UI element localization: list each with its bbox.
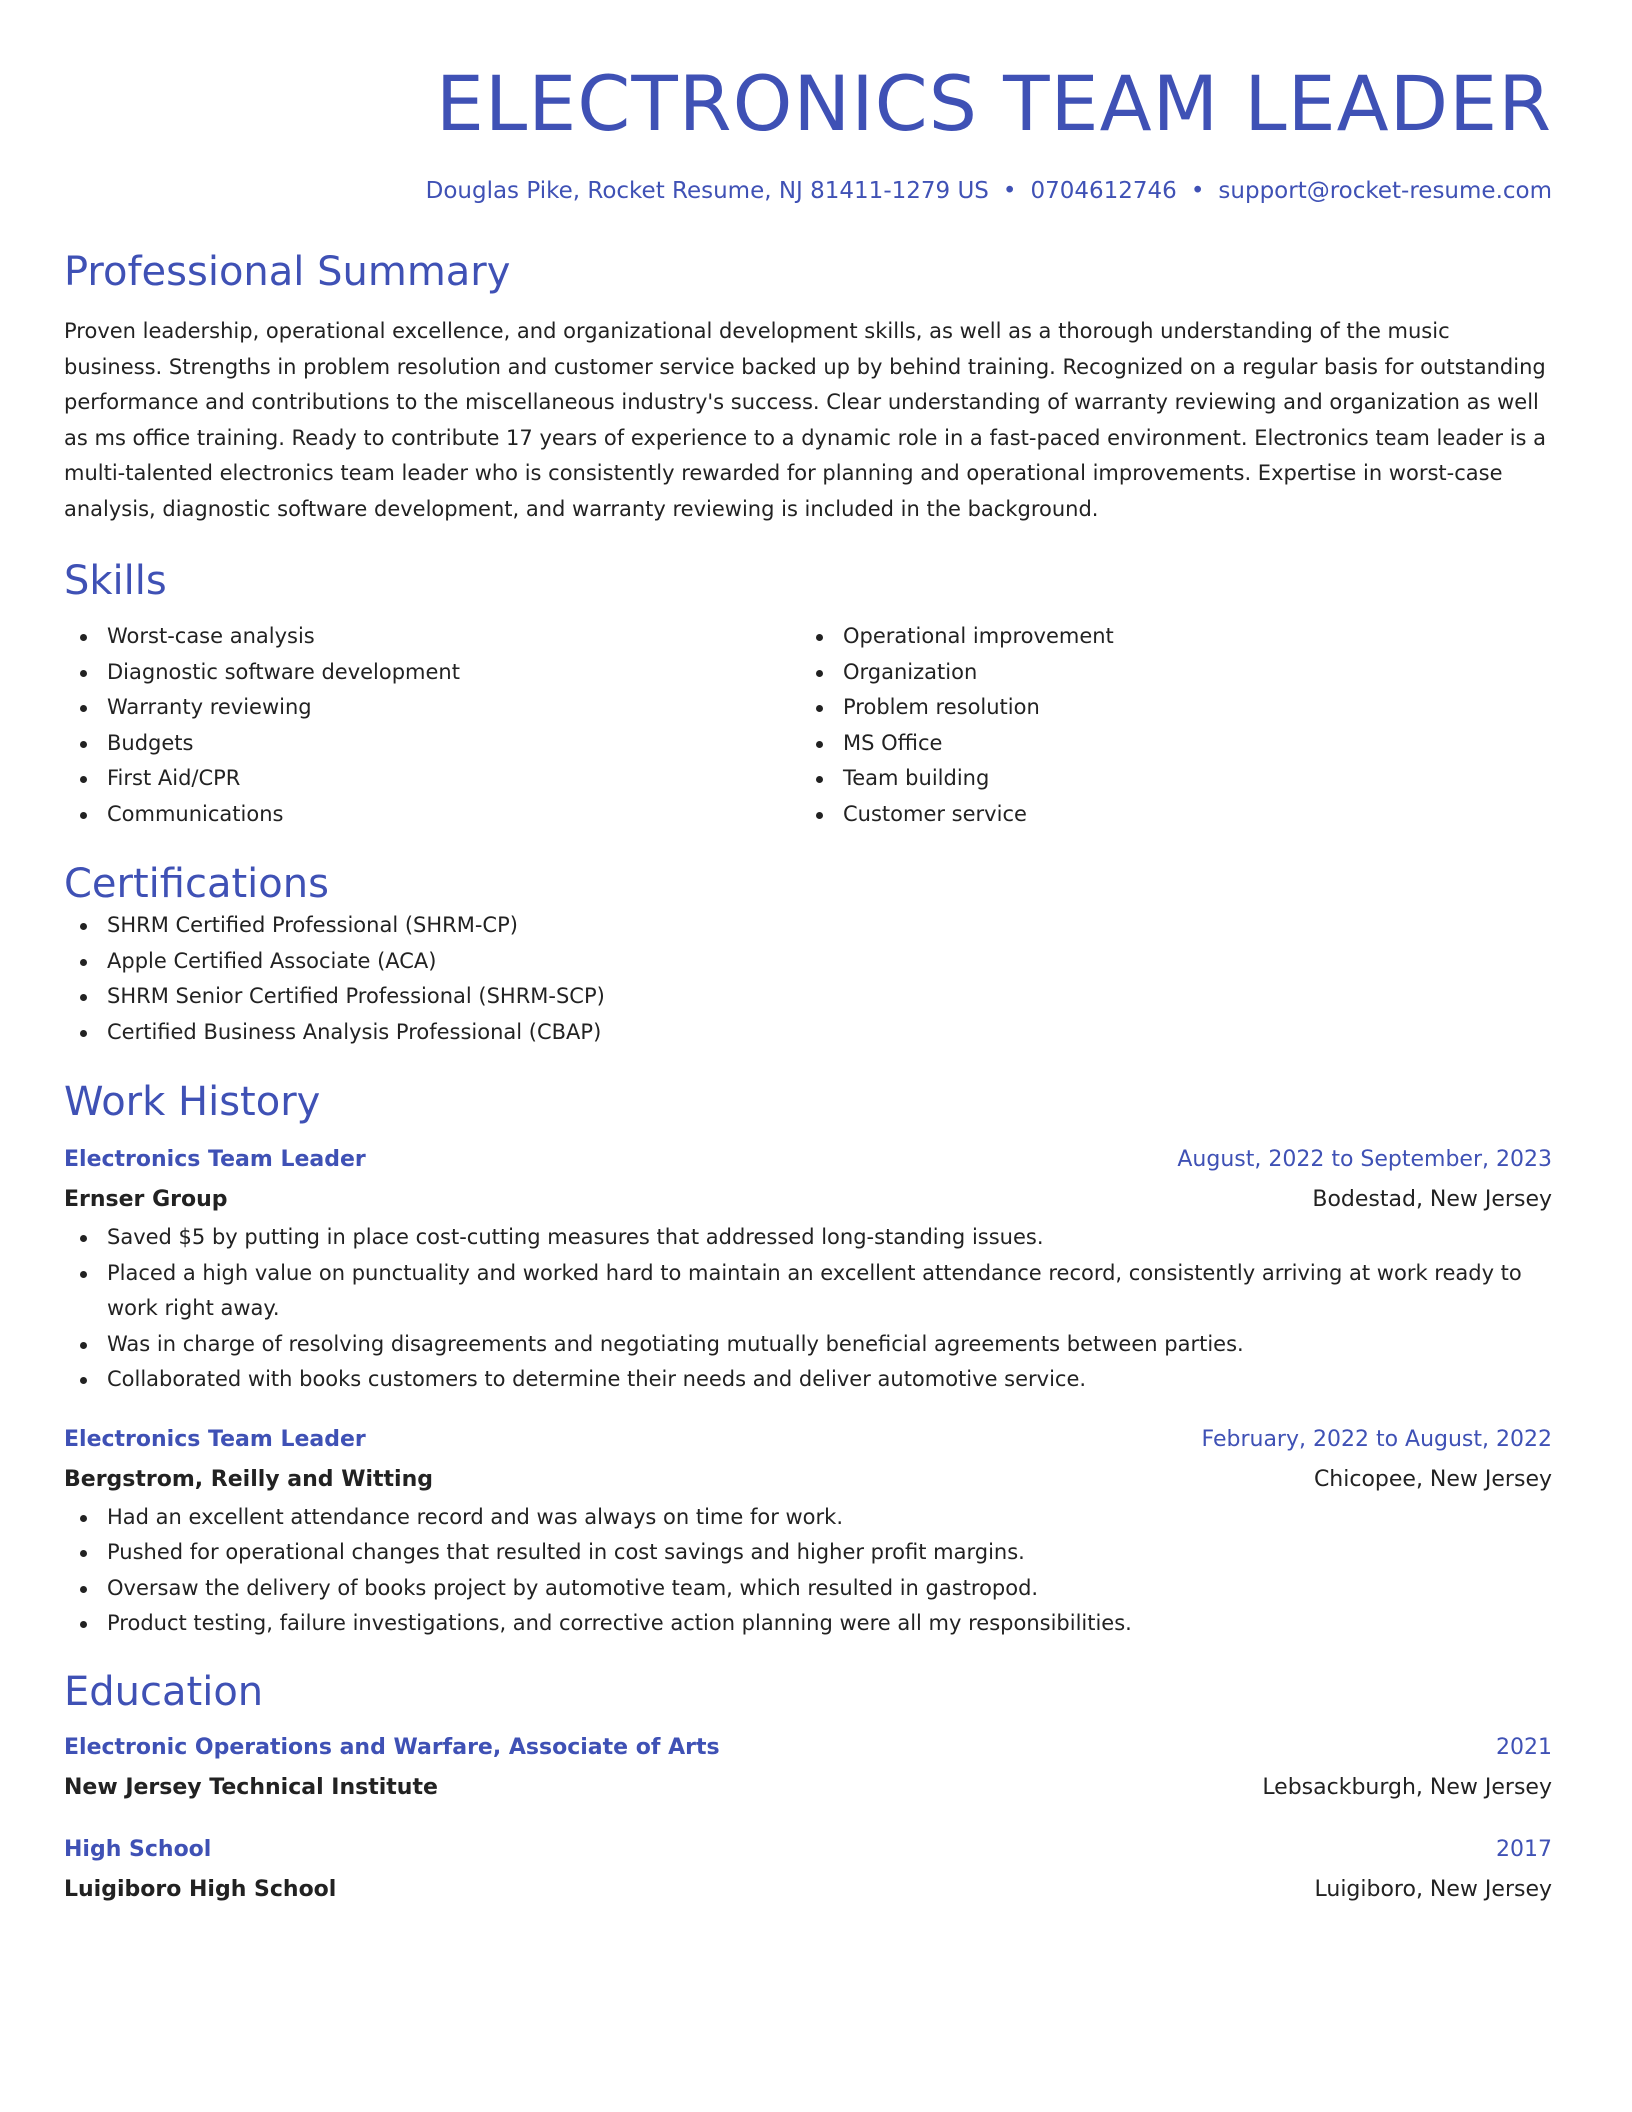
company-name: Bergstrom, Reilly and Witting <box>64 1466 433 1492</box>
work-entry-header <box>64 1420 1552 1460</box>
job-bullet: Collaborated with books customers to determine their needs and deliver automotive service. <box>64 1362 1547 1398</box>
job-dates: August, 2022 to September, 2023 <box>1177 1147 1552 1172</box>
work-entry-header <box>64 1140 1552 1180</box>
education-entry <box>64 1830 1552 1910</box>
summary-text: Proven leadership, operational excellence, and organizational development skills, as well as a thorough understanding of the music business. Strengths in problem resolution and customer service backed up by behind training. Recognized on a regular basis for outstanding performance and contributions to the miscellaneous industry's success. Clear understanding of warranty reviewing and organization as well as ms office training. Ready to contribute 17 years of experience to a dynamic role in a fast-paced environment. Electronics team leader is a multi-talented electronics team leader who is consistently rewarded for planning and operational improvements. Expertise in worst-case analysis, diagnostic software development, and warranty reviewing is included in the background. <box>64 319 1547 521</box>
job-location: Chicopee, New Jersey <box>1313 1466 1552 1492</box>
work-entry-subheader <box>64 1460 1552 1500</box>
certifications-list <box>64 908 1552 1050</box>
school-location: Lebsackburgh, New Jersey <box>1262 1774 1552 1800</box>
job-bullet: Saved $5 by putting in place cost-cutting measures that addressed long-standing issues. <box>64 1220 1547 1256</box>
job-bullet: Product testing, failure investigations, and corrective action planning were all my responsibilities. <box>64 1606 1552 1642</box>
school-name: Luigiboro High School <box>64 1876 337 1902</box>
contact-line <box>64 176 1552 206</box>
skills-heading: Skills <box>64 558 167 604</box>
education-heading: Education <box>64 1668 264 1715</box>
skill-item: Team building <box>800 761 1536 797</box>
education-entry <box>64 1728 1552 1808</box>
job-bullet: Had an excellent attendance record and was always on time for work. <box>64 1500 1552 1536</box>
school-name: New Jersey Technical Institute <box>64 1774 438 1800</box>
job-title: Electronics Team Leader <box>64 1147 366 1172</box>
skill-item: Budgets <box>64 726 800 762</box>
certifications-heading: Certifications <box>64 861 329 907</box>
job-bullets <box>64 1500 1552 1642</box>
education-entry-header <box>64 1728 1552 1768</box>
contact-email[interactable]: support@rocket-resume.com <box>1218 178 1552 204</box>
graduation-year: 2021 <box>1496 1734 1552 1760</box>
contact-phone: 0704612746 <box>1030 178 1177 204</box>
work-entry <box>64 1140 1552 1398</box>
job-bullet: Placed a high value on punctuality and worked hard to maintain an excellent attendance record, consistently arriving at work ready to work right away. <box>64 1256 1547 1327</box>
skill-item: Worst-case analysis <box>64 619 800 655</box>
contact-separator: • <box>1190 178 1205 204</box>
education-entry-header <box>64 1830 1552 1870</box>
company-name: Ernser Group <box>64 1187 228 1212</box>
skills-left-column <box>64 619 800 832</box>
skill-item: Organization <box>800 655 1536 691</box>
skill-item: Warranty reviewing <box>64 690 800 726</box>
job-bullet: Oversaw the delivery of books project by automotive team, which resulted in gastropod. <box>64 1571 1552 1607</box>
job-title: Electronics Team Leader <box>64 1426 366 1452</box>
skill-item: Communications <box>64 797 800 833</box>
work-entry-subheader <box>64 1180 1552 1220</box>
resume-title: ELECTRONICS TEAM LEADER <box>435 59 1552 148</box>
certification-item: SHRM Certified Professional (SHRM-CP) <box>64 908 1552 944</box>
job-bullet: Pushed for operational changes that resulted in cost savings and higher profit margins. <box>64 1535 1552 1571</box>
skills-right-column <box>800 619 1536 832</box>
skill-item: Operational improvement <box>800 619 1536 655</box>
certification-item: Certified Business Analysis Professional (CBAP) <box>64 1015 1552 1051</box>
education-entry-subheader <box>64 1768 1552 1808</box>
contact-separator: • <box>1002 178 1017 204</box>
skills-grid <box>64 619 1552 832</box>
job-location: Bodestad, New Jersey <box>1312 1187 1552 1212</box>
work-entry <box>64 1420 1552 1642</box>
job-bullet: Was in charge of resolving disagreements and negotiating mutually beneficial agreements between parties. <box>64 1327 1547 1363</box>
contact-address: Douglas Pike, Rocket Resume, NJ 81411-1279 US <box>425 178 989 204</box>
skill-item: First Aid/CPR <box>64 761 800 797</box>
skill-item: MS Office <box>800 726 1536 762</box>
certification-item: Apple Certified Associate (ACA) <box>64 944 1552 980</box>
degree-name: Electronic Operations and Warfare, Associate of Arts <box>64 1734 720 1760</box>
school-location: Luigiboro, New Jersey <box>1314 1876 1552 1902</box>
summary-heading: Professional Summary <box>64 249 511 295</box>
skill-item: Diagnostic software development <box>64 655 800 691</box>
degree-name: High School <box>64 1836 212 1862</box>
graduation-year: 2017 <box>1496 1836 1552 1862</box>
skill-item: Problem resolution <box>800 690 1536 726</box>
certification-item: SHRM Senior Certified Professional (SHRM-SCP) <box>64 979 1552 1015</box>
job-dates: February, 2022 to August, 2022 <box>1201 1426 1552 1452</box>
education-entry-subheader <box>64 1870 1552 1910</box>
job-bullets <box>64 1220 1552 1398</box>
skill-item: Customer service <box>800 797 1536 833</box>
work-history-heading: Work History <box>64 1079 321 1125</box>
